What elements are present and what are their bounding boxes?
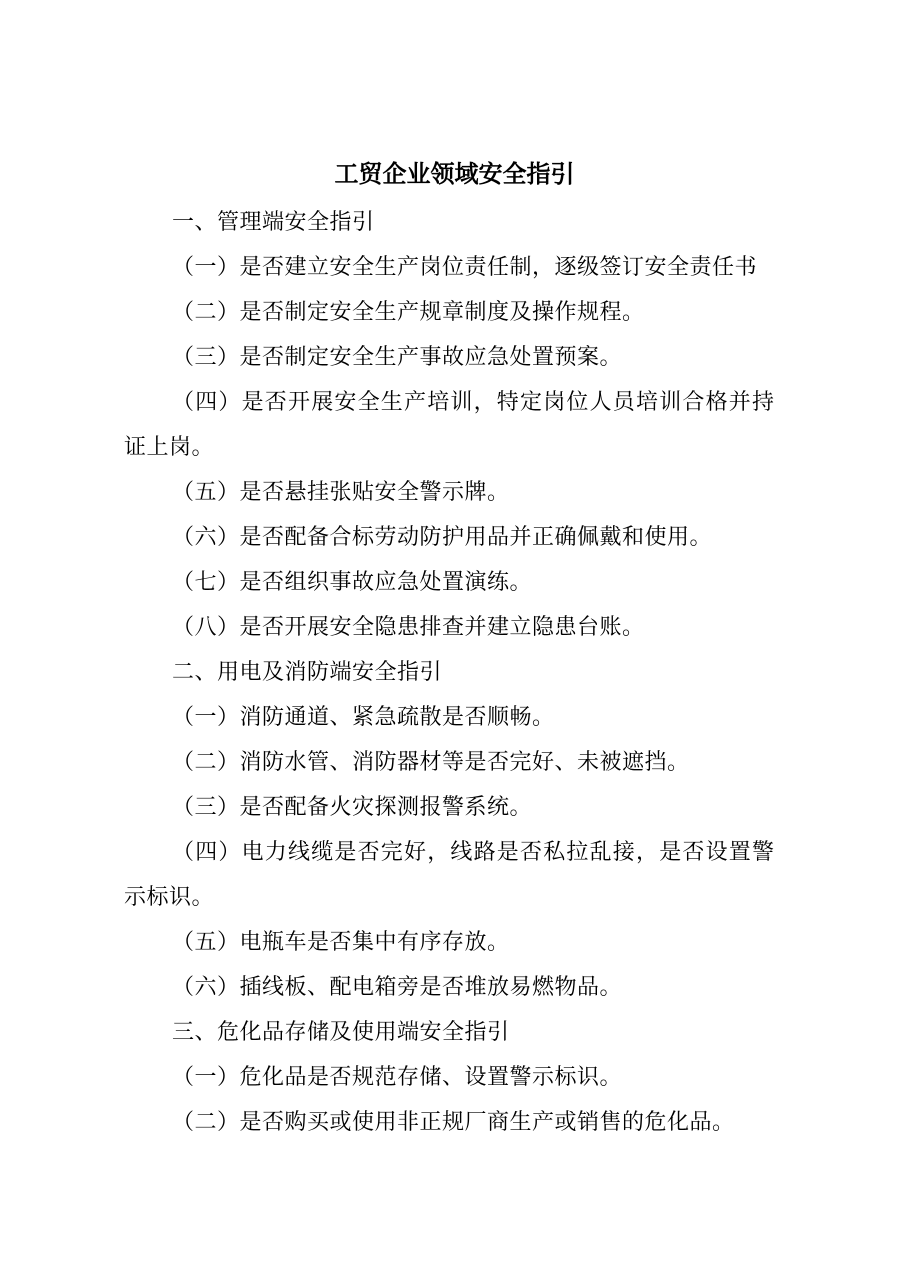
- paragraph-line-continued: 示标识。: [124, 885, 215, 910]
- paragraph-line: （一）危化品是否规范存储、设置警示标识。: [172, 1065, 623, 1090]
- paragraph-line: （二）消防水管、消防器材等是否完好、未被遮挡。: [172, 750, 690, 775]
- section-heading-management: 一、管理端安全指引: [172, 210, 375, 235]
- paragraph-line: （六）是否配备合标劳动防护用品并正确佩戴和使用。: [172, 525, 713, 550]
- paragraph-line: （五）电瓶车是否集中有序存放。: [172, 930, 510, 955]
- document-body: [124, 200, 814, 1145]
- paragraph-line: （四）是否开展安全生产培训，特定岗位人员培训合格并持: [172, 390, 776, 415]
- paragraph-line: （六）插线板、配电箱旁是否堆放易燃物品。: [172, 975, 623, 1000]
- paragraph-line-continued: 证上岗。: [124, 435, 215, 460]
- paragraph-line: （七）是否组织事故应急处置演练。: [172, 570, 533, 595]
- paragraph-line: （三）是否配备火灾探测报警系统。: [172, 795, 533, 820]
- paragraph-line: （三）是否制定安全生产事故应急处置预案。: [172, 345, 623, 370]
- paragraph-line: （一）是否建立安全生产岗位责任制，逐级签订安全责任书: [172, 255, 758, 280]
- paragraph-line: （二）是否购买或使用非正规厂商生产或销售的危化品。: [172, 1110, 735, 1135]
- section-heading-electric-fire: 二、用电及消防端安全指引: [172, 660, 443, 685]
- paragraph-line: （八）是否开展安全隐患排查并建立隐患台账。: [172, 615, 645, 640]
- paragraph-line: （五）是否悬挂张贴安全警示牌。: [172, 480, 510, 505]
- paragraph-line: （四）电力线缆是否完好，线路是否私拉乱接，是否设置警: [172, 840, 776, 865]
- paragraph-line: （一）消防通道、紧急疏散是否顺畅。: [172, 705, 555, 730]
- document-title: 工贸企业领域安全指引: [334, 159, 575, 188]
- paragraph-line: （二）是否制定安全生产规章制度及操作规程。: [172, 300, 645, 325]
- section-heading-hazardous-chemicals: 三、危化品存储及使用端安全指引: [172, 1020, 510, 1045]
